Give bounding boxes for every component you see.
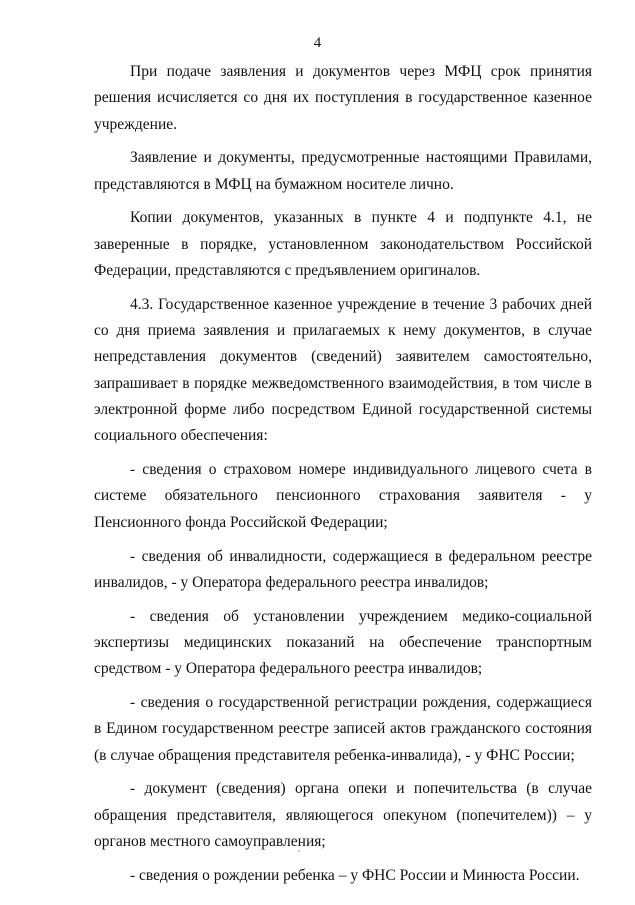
list-item-child-birth: - сведения о рождении ребенка – у ФНС России и Минюста России. xyxy=(130,866,580,884)
list-item-guardianship: - документ (сведения) органа опеки и попечительства (в случае обращения представителя, являющегося опекуном (попечителем)) – у органов местного самоуправления; xyxy=(94,780,592,851)
scan-speck xyxy=(298,850,300,852)
paragraph-document-copies: Копии документов, указанных в пункте 4 и подпункте 4.1, не заверенные в порядке, установленном законодательством Российской Федерации, представляются с предъявлением оригиналов. xyxy=(94,209,592,280)
list-item-disability: - сведения об инвалидности, содержащиеся в федеральном реестре инвалидов, - у Оператора федерального реестра инвалидов; xyxy=(94,547,592,591)
paragraph-4-3: 4.3. Государственное казенное учреждение в течение 3 рабочих дней со дня приема заявления и прилагаемых к нему документов, в случае непредставления документов (сведений) заявителем самостоятельно, запрашивает в порядке межведомственного взаимодействия, в том числе в электронной форме либо посредством Единой государственной системы социального обеспечения: xyxy=(94,295,592,445)
document-body xyxy=(94,59,592,889)
paragraph-mfc-deadline: При подаче заявления и документов через МФЦ срок принятия решения исчисляется со дня их поступления в государственное казенное учреждение. xyxy=(94,63,592,133)
list-item-medical-indications: - сведения об установлении учреждением медико-социальной экспертизы медицинских показаний на обеспечение транспортным средством - у Оператора федерального реестра инвалидов; xyxy=(94,607,592,678)
page-number: 4 xyxy=(313,35,322,51)
list-item-snils: - сведения о страховом номере индивидуального лицевого счета в системе обязательного пенсионного страхования заявителя - у Пенсионного фонда Российской Федерации; xyxy=(94,461,592,531)
list-item-birth-registration: - сведения о государственной регистрации рождения, содержащиеся в Едином государственном реестре записей актов гражданского состояния (в случае обращения представителя ребенка-инвалида), - у ФНС России; xyxy=(94,694,592,764)
paragraph-paper-submission: Заявление и документы, предусмотренные настоящими Правилами, представляются в МФЦ на бумажном носителе лично. xyxy=(94,149,592,193)
